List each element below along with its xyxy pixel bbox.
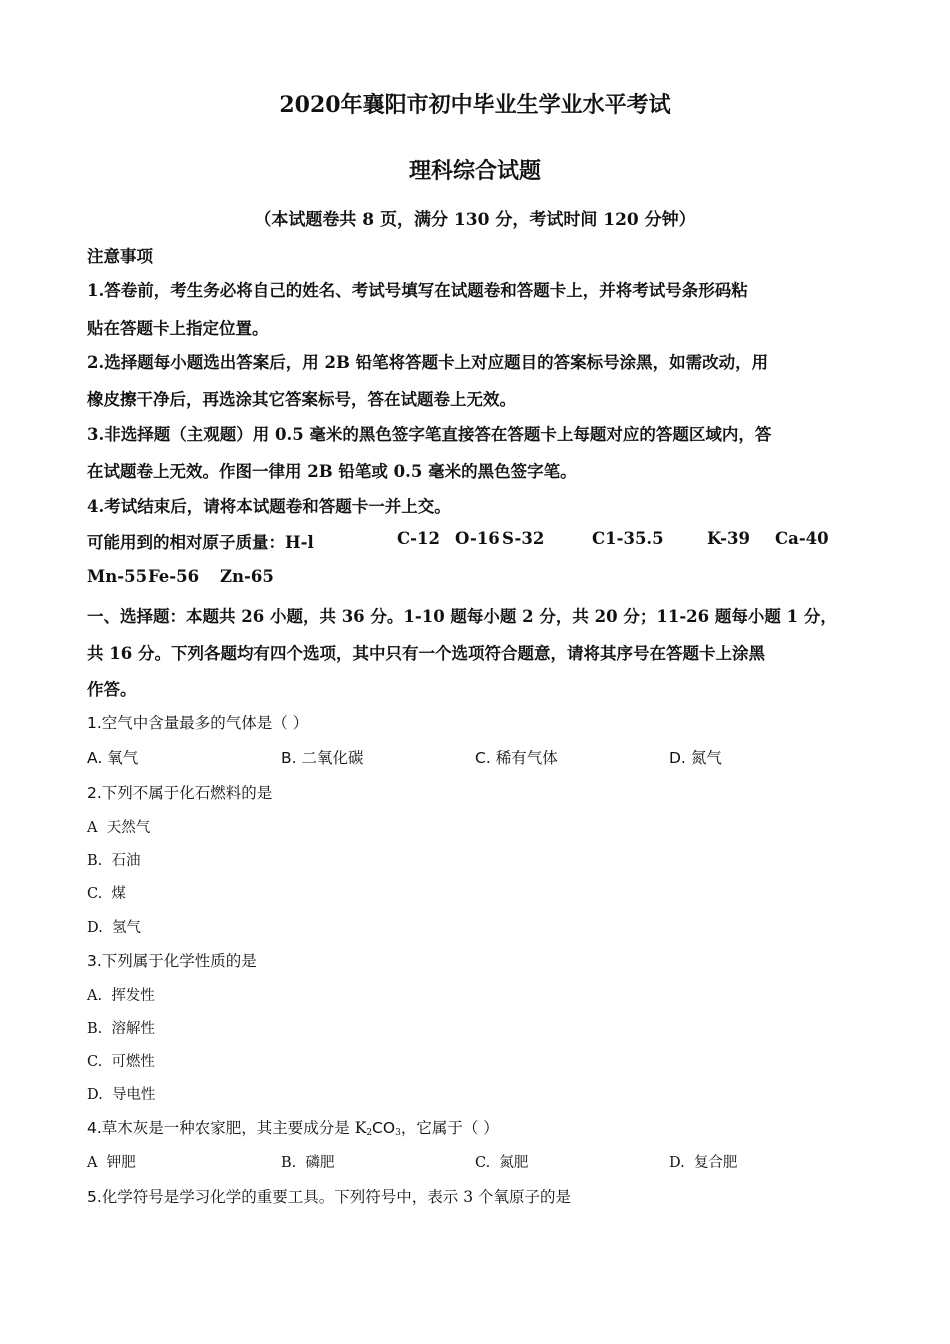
question-stem: 下列不属于化石燃料的是 <box>101 784 273 802</box>
question-2 <box>87 781 272 803</box>
question-stem: 下列属于化学性质的是 <box>101 952 257 970</box>
notice-item-2b: 橡皮擦干净后，再选涂其它答案标号，答在试题卷上无效。 <box>87 390 516 409</box>
question-number: 5. <box>87 1188 102 1206</box>
atomic-mass-zn: Zn-65 <box>220 567 274 586</box>
question-4 <box>87 1116 499 1138</box>
exam-info-note: （本试题卷共 8 页，满分 130 分，考试时间 120 分钟） <box>254 210 696 230</box>
atomic-mass-k: K-39 <box>707 529 750 548</box>
subscript-2: 2 <box>366 1128 373 1138</box>
q1-option-a: A. 氧气 <box>87 749 139 767</box>
q2-option-c: C. 煤 <box>87 886 126 902</box>
exam-title: 2020年襄阳市初中毕业生学业水平考试 <box>279 92 671 118</box>
atomic-mass-mn: Mn-55 <box>87 567 148 586</box>
question-5 <box>87 1185 571 1207</box>
question-stem-part-a: 草木灰是一种农家肥，其主要成分是 K <box>101 1119 367 1137</box>
exam-subtitle: 理科综合试题 <box>408 158 541 184</box>
notice-item-3b: 在试题卷上无效。作图一律用 2B 铅笔或 0.5 毫米的黑色签字笔。 <box>87 462 577 481</box>
q4-option-d: D. 复合肥 <box>669 1155 738 1171</box>
notice-item-2a: 2.选择题每小题选出答案后，用 2B 铅笔将答题卡上对应题目的答案标号涂黑，如需改动，用 <box>87 353 769 372</box>
section1-intro-1: 一、选择题：本题共 26 小题，共 36 分。1-10 题每小题 2 分，共 20 分；11-26 题每小题 1 分， <box>87 607 837 626</box>
q1-option-b: B. 二氧化碳 <box>281 749 364 767</box>
q4-option-a: A 钾肥 <box>87 1155 136 1171</box>
notice-heading: 注意事项 <box>87 247 153 266</box>
q3-option-c: C. 可燃性 <box>87 1054 155 1070</box>
q4-option-b: B. 磷肥 <box>281 1155 335 1171</box>
question-number: 2. <box>87 784 102 802</box>
subscript-3: 3 <box>395 1128 401 1138</box>
question-stem: 空气中含量最多的气体是（ ） <box>101 714 309 732</box>
q4-option-c: C. 氮肥 <box>475 1155 529 1171</box>
atomic-mass-o: O-16 <box>455 529 500 548</box>
notice-item-3a: 3.非选择题（主观题）用 0.5 毫米的黑色签字笔直接答在答题卡上每题对应的答题区域内，答 <box>87 425 772 444</box>
question-stem: 化学符号是学习化学的重要工具。下列符号中，表示 3 个氧原子的是 <box>101 1188 572 1206</box>
atomic-mass-cl: C1-35.5 <box>592 529 664 548</box>
notice-item-1a: 1.答卷前，考生务必将自己的姓名、考试号填写在试题卷和答题卡上，并将考试号条形码粘 <box>87 281 748 300</box>
question-number: 3. <box>87 952 102 970</box>
notice-item-4: 4.考试结束后，请将本试题卷和答题卡一并上交。 <box>87 497 451 516</box>
q2-option-a: A 天然气 <box>87 820 151 836</box>
q2-option-d: D. 氢气 <box>87 920 141 936</box>
atomic-mass-ca: Ca-40 <box>775 529 829 548</box>
question-1 <box>87 711 308 733</box>
q1-option-d: D. 氮气 <box>669 749 722 767</box>
q1-option-c: C. 稀有气体 <box>475 749 558 767</box>
formula-co: CO <box>372 1119 396 1137</box>
atomic-mass-c: C-12 <box>397 529 440 548</box>
q3-option-d: D. 导电性 <box>87 1087 156 1103</box>
q3-option-b: B. 溶解性 <box>87 1021 155 1037</box>
question-stem-part-b: ，它属于（ ） <box>400 1119 499 1137</box>
question-number: 1. <box>87 714 102 732</box>
atomic-mass-s: S-32 <box>502 529 545 548</box>
atomic-mass-label: 可能用到的相对原子质量：H-l <box>87 533 314 552</box>
atomic-mass-fe: Fe-56 <box>148 567 200 586</box>
question-number: 4. <box>87 1119 102 1137</box>
section1-intro-3: 作答。 <box>87 680 137 699</box>
section1-intro-2: 共 16 分。下列各题均有四个选项，其中只有一个选项符合题意，请将其序号在答题卡上涂黑 <box>87 644 765 663</box>
notice-item-1b: 贴在答题卡上指定位置。 <box>87 319 269 338</box>
q3-option-a: A. 挥发性 <box>87 988 155 1004</box>
q2-option-b: B. 石油 <box>87 853 141 869</box>
question-3 <box>87 949 257 971</box>
